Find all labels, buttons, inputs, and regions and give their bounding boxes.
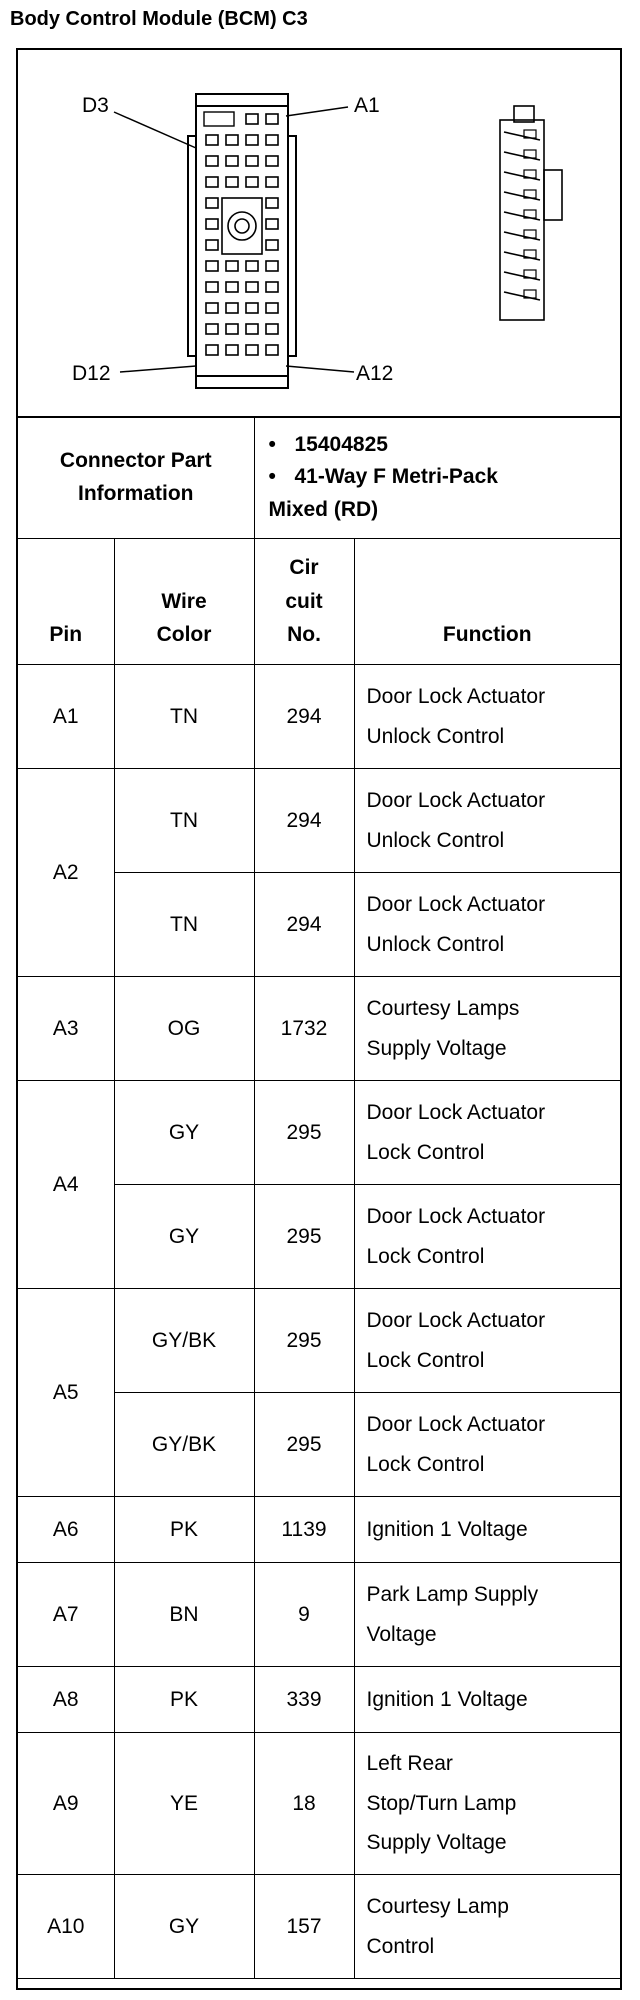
function-line: Voltage bbox=[366, 1622, 437, 1646]
pin-cavity bbox=[226, 156, 238, 166]
pin-cavity bbox=[266, 135, 278, 145]
circuit-cell: 157 bbox=[254, 1875, 354, 1979]
connector-body-outline bbox=[196, 94, 288, 388]
function-line: Door Lock Actuator bbox=[366, 1412, 546, 1436]
side-view-rib bbox=[504, 232, 540, 240]
side-view-rib bbox=[504, 172, 540, 180]
leader-line-d12 bbox=[120, 366, 196, 372]
pin-cavity bbox=[246, 282, 258, 292]
center-terminal-ring bbox=[228, 212, 256, 240]
pin-cavity bbox=[226, 282, 238, 292]
circuit-cell: 295 bbox=[254, 1289, 354, 1393]
connector-info-label-line1: Connector Part bbox=[59, 448, 212, 472]
pin-cavity bbox=[246, 324, 258, 334]
circuit-cell: 1139 bbox=[254, 1497, 354, 1563]
pin-cavity bbox=[266, 240, 278, 250]
function-cell bbox=[354, 769, 620, 873]
pin-label-d3: D3 bbox=[82, 94, 109, 117]
function-line: Stop/Turn Lamp bbox=[366, 1791, 517, 1815]
pin-cavity bbox=[206, 198, 218, 208]
function-cell bbox=[354, 1185, 620, 1289]
header-row bbox=[18, 539, 620, 665]
pin-cavity bbox=[266, 345, 278, 355]
pin-cell: A9 bbox=[18, 1733, 114, 1875]
pin-cavity bbox=[266, 114, 278, 124]
header-circuit-line3: No. bbox=[287, 623, 321, 647]
pin-cavity bbox=[206, 345, 218, 355]
side-view-rib bbox=[504, 272, 540, 280]
wire-color-cell: TN bbox=[114, 873, 254, 977]
wire-color-cell: PK bbox=[114, 1667, 254, 1733]
circuit-cell: 18 bbox=[254, 1733, 354, 1875]
pin-cavity bbox=[246, 114, 258, 124]
circuit-cell: 294 bbox=[254, 665, 354, 769]
header-pin-label: Pin bbox=[49, 623, 83, 647]
pin-cell: A1 bbox=[18, 665, 114, 769]
pin-cell: A2 bbox=[18, 769, 114, 977]
function-line: Unlock Control bbox=[366, 932, 505, 956]
pin-cavity bbox=[226, 177, 238, 187]
table-row bbox=[18, 769, 620, 873]
function-cell bbox=[354, 1081, 620, 1185]
pin-cavity bbox=[206, 303, 218, 313]
wire-color-cell: GY/BK bbox=[114, 1393, 254, 1497]
wire-color-cell: GY/BK bbox=[114, 1289, 254, 1393]
pin-cavity bbox=[266, 282, 278, 292]
function-cell bbox=[354, 665, 620, 769]
table-row bbox=[18, 1733, 620, 1875]
page-title: Body Control Module (BCM) C3 bbox=[10, 8, 308, 30]
wire-color-cell: TN bbox=[114, 769, 254, 873]
pin-cavity bbox=[206, 135, 218, 145]
pin-cavity bbox=[266, 261, 278, 271]
side-view-rib bbox=[504, 212, 540, 220]
circuit-cell: 9 bbox=[254, 1563, 354, 1667]
pin-cavity bbox=[266, 219, 278, 229]
function-cell bbox=[354, 1563, 620, 1667]
connector-side-rib bbox=[188, 136, 196, 356]
pin-cell: A4 bbox=[18, 1081, 114, 1289]
bullet-icon: • bbox=[268, 432, 276, 456]
table-row bbox=[18, 1497, 620, 1563]
pin-cavity bbox=[226, 303, 238, 313]
part-number: 15404825 bbox=[294, 432, 388, 456]
pin-cavity bbox=[226, 135, 238, 145]
function-line: Park Lamp Supply bbox=[366, 1582, 539, 1606]
pin-cavity bbox=[206, 282, 218, 292]
pin-cavity bbox=[246, 303, 258, 313]
pin-cavity bbox=[266, 177, 278, 187]
function-line: Courtesy Lamps bbox=[366, 996, 520, 1020]
table-row bbox=[18, 977, 620, 1081]
circuit-cell: 339 bbox=[254, 1667, 354, 1733]
function-line: Supply Voltage bbox=[366, 1831, 507, 1855]
connector-description-cont: Mixed (RD) bbox=[268, 497, 379, 521]
leader-line-d3 bbox=[114, 112, 196, 148]
table-row bbox=[18, 1667, 620, 1733]
circuit-cell: 295 bbox=[254, 1393, 354, 1497]
wire-color-cell: GY bbox=[114, 1081, 254, 1185]
side-view-rib bbox=[504, 252, 540, 260]
function-line: Door Lock Actuator bbox=[366, 892, 546, 916]
center-terminal-core bbox=[235, 219, 249, 233]
wire-color-cell: YE bbox=[114, 1733, 254, 1875]
connector-description: 41-Way F Metri-Pack bbox=[294, 465, 498, 489]
header-circuit-line1: Cir bbox=[289, 556, 319, 580]
side-view-rib bbox=[504, 132, 540, 140]
header-pin bbox=[18, 539, 114, 665]
pin-cavity bbox=[226, 345, 238, 355]
side-view-rib bbox=[504, 152, 540, 160]
pin-cavity bbox=[206, 261, 218, 271]
function-cell bbox=[354, 1667, 620, 1733]
pin-cavity bbox=[206, 219, 218, 229]
function-line: Supply Voltage bbox=[366, 1036, 507, 1060]
pin-label-a12: A12 bbox=[356, 362, 394, 385]
function-line: Lock Control bbox=[366, 1244, 485, 1268]
connector-table-frame bbox=[16, 48, 622, 1990]
bullet-icon: • bbox=[268, 465, 276, 489]
table-row bbox=[18, 665, 620, 769]
connector-info-label-line2: Information bbox=[78, 481, 194, 505]
pin-cavity bbox=[246, 156, 258, 166]
function-cell bbox=[354, 977, 620, 1081]
header-wire-line2: Color bbox=[156, 623, 212, 647]
pin-cavity bbox=[206, 177, 218, 187]
pin-cavity bbox=[246, 345, 258, 355]
function-line: Unlock Control bbox=[366, 724, 505, 748]
function-line: Door Lock Actuator bbox=[366, 1308, 546, 1332]
function-cell bbox=[354, 1497, 620, 1563]
circuit-cell: 294 bbox=[254, 769, 354, 873]
wire-color-cell: PK bbox=[114, 1497, 254, 1563]
connector-info-value bbox=[254, 417, 620, 539]
pin-cell: A6 bbox=[18, 1497, 114, 1563]
header-wire-color bbox=[114, 539, 254, 665]
table-row bbox=[18, 1289, 620, 1393]
table-row bbox=[18, 1081, 620, 1185]
pin-cavity bbox=[246, 177, 258, 187]
function-line: Lock Control bbox=[366, 1140, 485, 1164]
connector-info-row bbox=[18, 417, 620, 539]
connector-diagram bbox=[18, 50, 620, 418]
pin-label-a1: A1 bbox=[354, 94, 380, 117]
pin-cell: A5 bbox=[18, 1289, 114, 1497]
function-line: Door Lock Actuator bbox=[366, 788, 546, 812]
pin-cavity bbox=[266, 303, 278, 313]
function-line: Door Lock Actuator bbox=[366, 1100, 546, 1124]
function-line: Courtesy Lamp bbox=[366, 1894, 509, 1918]
wire-color-cell: GY bbox=[114, 1185, 254, 1289]
header-function-label: Function bbox=[442, 623, 532, 647]
connector-info-label bbox=[18, 417, 254, 539]
pin-cell: A3 bbox=[18, 977, 114, 1081]
pin-cavity bbox=[266, 198, 278, 208]
circuit-cell: 295 bbox=[254, 1185, 354, 1289]
pin-cavity bbox=[206, 324, 218, 334]
wire-color-cell: BN bbox=[114, 1563, 254, 1667]
pin-cell: A8 bbox=[18, 1667, 114, 1733]
header-function bbox=[354, 539, 620, 665]
pin-cavity bbox=[266, 324, 278, 334]
function-line: Unlock Control bbox=[366, 828, 505, 852]
header-circuit-no bbox=[254, 539, 354, 665]
leader-line-a1 bbox=[286, 107, 348, 116]
wire-color-cell: GY bbox=[114, 1875, 254, 1979]
header-wire-line1: Wire bbox=[161, 589, 207, 613]
function-line: Left Rear bbox=[366, 1751, 453, 1775]
function-cell bbox=[354, 873, 620, 977]
function-cell bbox=[354, 1733, 620, 1875]
leader-line-a12 bbox=[286, 366, 354, 372]
function-cell bbox=[354, 1875, 620, 1979]
wire-color-cell: TN bbox=[114, 665, 254, 769]
pin-cell: A10 bbox=[18, 1875, 114, 1979]
function-cell bbox=[354, 1289, 620, 1393]
circuit-cell: 295 bbox=[254, 1081, 354, 1185]
circuit-cell: 1732 bbox=[254, 977, 354, 1081]
latch-detail bbox=[204, 112, 234, 126]
connector-side-rib bbox=[288, 136, 296, 356]
function-line: Door Lock Actuator bbox=[366, 684, 546, 708]
pin-cavity bbox=[206, 240, 218, 250]
pin-label-d12: D12 bbox=[72, 362, 111, 385]
side-view-rib bbox=[504, 192, 540, 200]
pin-cavity bbox=[246, 261, 258, 271]
pin-cavity bbox=[226, 261, 238, 271]
pin-cavity bbox=[246, 135, 258, 145]
function-line: Door Lock Actuator bbox=[366, 1204, 546, 1228]
wire-color-cell: OG bbox=[114, 977, 254, 1081]
function-line: Lock Control bbox=[366, 1348, 485, 1372]
function-line: Control bbox=[366, 1934, 435, 1958]
table-row bbox=[18, 1875, 620, 1979]
pinout-table bbox=[18, 416, 620, 1979]
pin-cavity bbox=[226, 324, 238, 334]
side-view-latch bbox=[544, 170, 562, 220]
circuit-cell: 294 bbox=[254, 873, 354, 977]
function-cell bbox=[354, 1393, 620, 1497]
function-line: Lock Control bbox=[366, 1452, 485, 1476]
function-line: Ignition 1 Voltage bbox=[366, 1687, 528, 1711]
pin-cavity bbox=[266, 156, 278, 166]
side-view-rib bbox=[504, 292, 540, 300]
function-line: Ignition 1 Voltage bbox=[366, 1517, 528, 1541]
pin-cell: A7 bbox=[18, 1563, 114, 1667]
pin-cavity bbox=[206, 156, 218, 166]
table-row bbox=[18, 1563, 620, 1667]
header-circuit-line2: cuit bbox=[285, 589, 323, 613]
